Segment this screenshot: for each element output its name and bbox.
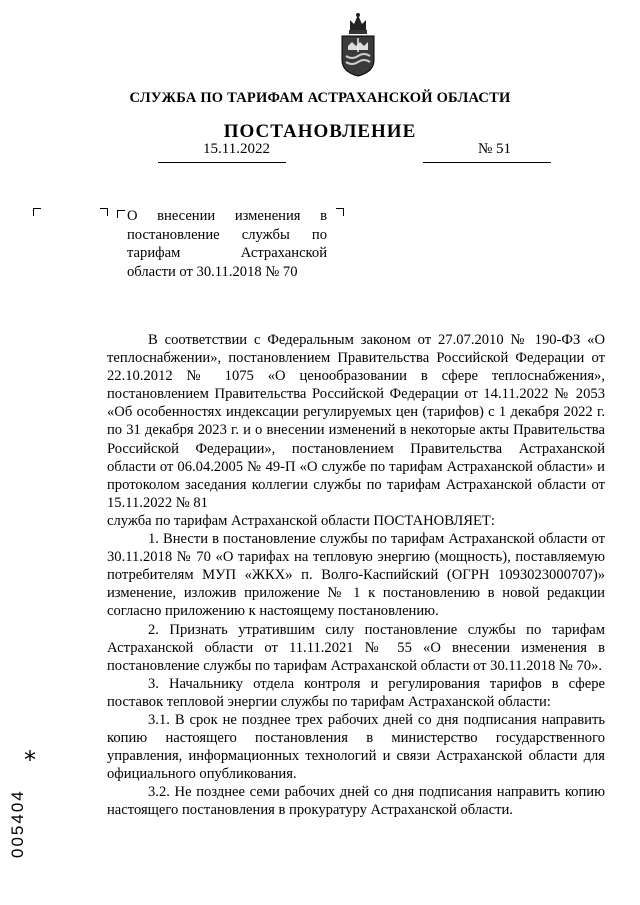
subject-line: постановление службы по — [127, 226, 327, 243]
decree-line: служба по тарифам Астраханской области ПОСТАНОВЛЯЕТ: — [107, 512, 495, 529]
subject-line: О внесении изменения в — [127, 208, 327, 224]
subject-line: области от 30.11.2018 № 70 — [127, 263, 298, 280]
agency-name: СЛУЖБА ПО ТАРИФАМ АСТРАХАНСКОЙ ОБЛАСТИ — [129, 90, 511, 106]
margin-serial-number: 005404 — [8, 789, 27, 858]
document-number: № 51 — [478, 141, 512, 157]
subject-line: тарифам Астраханской — [127, 245, 327, 262]
corner-mark-mid — [100, 208, 108, 216]
date-underline — [158, 162, 286, 163]
corner-mark-right — [336, 208, 344, 216]
document-subject — [127, 207, 327, 281]
number-underline — [423, 162, 551, 163]
astrakhan-coat-of-arms-icon — [336, 12, 380, 78]
item-1-paragraph: 1. Внести в постановление службы по тарифам Астраханской области от 30.11.2018 № 70 «О тарифах на тепловую энергию (мощность), поставляемую потребителям МУП «ЖКХ» п. Волго-Каспийский (ОГРН 1093023000707)» изменение, изложив приложение № 1 к постановлению в новой редакции согласно приложению к настоящему постановлению. — [107, 531, 605, 620]
margin-asterisk: * — [24, 746, 36, 774]
item-3-1-paragraph: 3.1. В срок не позднее трех рабочих дней со дня подписания направить копию настоящего постановления в министерство государственного управления, информационных технологий и связи Астраханской области для официального опубликования. — [107, 711, 605, 783]
item-3-paragraph: 3. Начальнику отдела контроля и регулирования тарифов в сфере поставок тепловой энергии службы по тарифам Астраханской области: — [107, 675, 605, 710]
document-body — [107, 331, 605, 820]
corner-mark-left — [33, 208, 41, 216]
item-2-paragraph: 2. Признать утратившим силу постановление службы по тарифам Астраханской области от 11.11.2021 № 55 «О внесении изменения в постановление службы по тарифам Астраханской области от 30.11.2018 № 70». — [107, 621, 605, 674]
document-date: 15.11.2022 — [203, 141, 270, 157]
document-type: ПОСТАНОВЛЕНИЕ — [223, 121, 417, 142]
preamble-paragraph: В соответствии с Федеральным законом от 27.07.2010 № 190-ФЗ «О теплоснабжении», постановлением Правительства Российской Федерации от 22.10.2012 № 1075 «О ценообразовании в сфере теплоснабжения», постановлением Правительства Российской Федерации от 14.11.2022 № 2053 «Об особенностях индексации регулируемых цен (тарифов) с 1 декабря 2022 г. по 31 декабря 2023 г. и о внесении изменений в некоторые акты Правительства Российской Федерации», постановлением Правительства Астраханской области от 06.04.2005 № 49-П «О службе по тарифам Астраханской области» и протоколом заседания коллегии службы по тарифам Астраханской области от 15.11.2022 № 81 — [107, 332, 605, 511]
corner-mark-mid2 — [117, 210, 125, 218]
item-3-2-paragraph: 3.2. Не позднее семи рабочих дней со дня подписания направить копию настоящего постановления в прокуратуру Астраханской области. — [107, 784, 605, 819]
